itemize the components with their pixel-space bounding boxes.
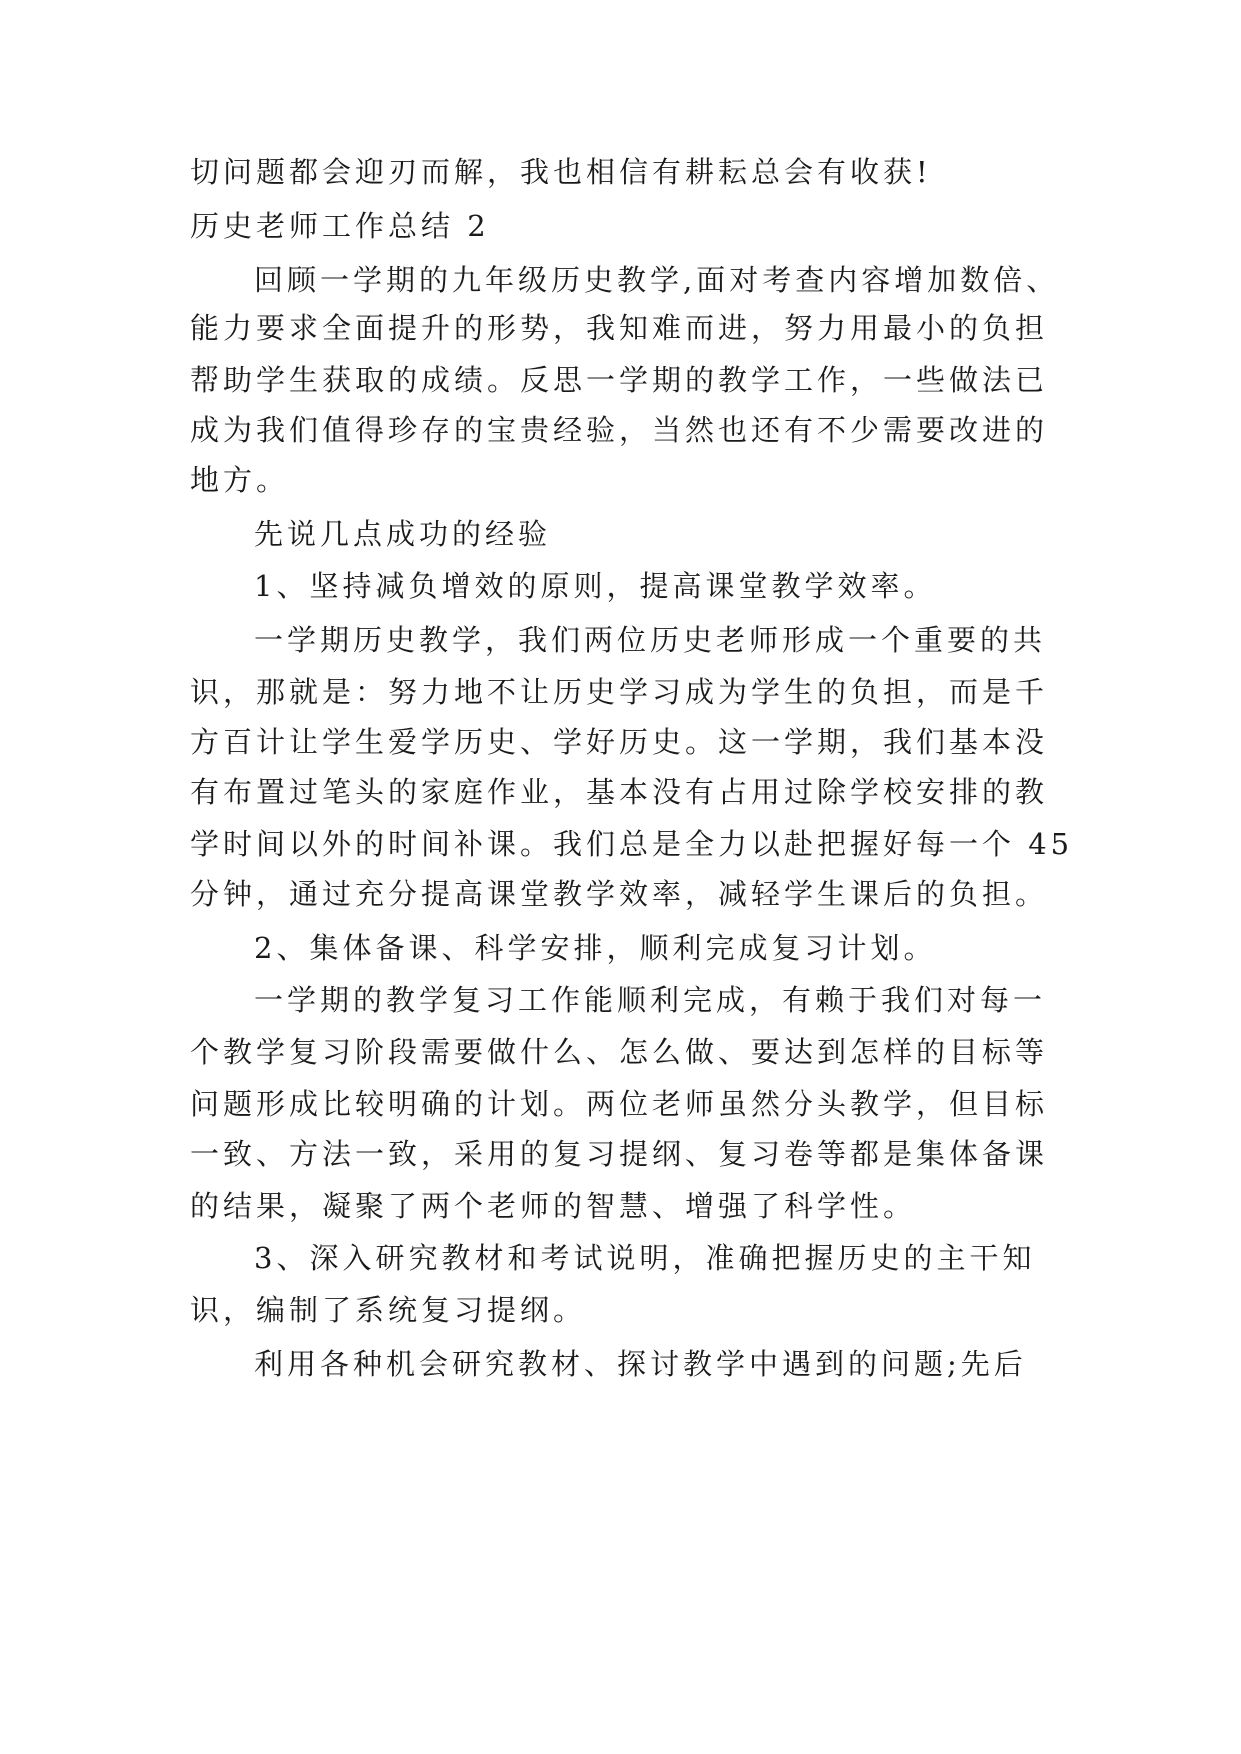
text-line-18: 个教学复习阶段需要做什么、怎么做、要达到怎样的目标等 [190, 1035, 1049, 1069]
text-line-13: 有布置过笔头的家庭作业，基本没有占用过除学校安排的教 [190, 775, 1049, 809]
text-line-23: 识，编制了系统复习提纲。 [190, 1293, 587, 1327]
text-line-5: 帮助学生获取的成绩。反思一学期的教学工作，一些做法已 [190, 363, 1049, 397]
text-line-19: 问题形成比较明确的计划。两位老师虽然分头教学，但目标 [190, 1087, 1049, 1121]
text-line-20: 一致、方法一致，采用的复习提纲、复习卷等都是集体备课 [190, 1137, 1049, 1171]
text-line-8: 先说几点成功的经验 [254, 517, 552, 551]
text-line-14: 学时间以外的时间补课。我们总是全力以赴把握好每一个 45 [190, 827, 1074, 861]
text-line-7: 地方。 [190, 463, 290, 497]
text-line-3: 回顾一学期的九年级历史教学,面对考查内容增加数倍、 [254, 263, 1060, 297]
text-line-11: 识，那就是：努力地不让历史学习成为学生的负担，而是千 [190, 675, 1049, 709]
text-line-21: 的结果，凝聚了两个老师的智慧、增强了科学性。 [190, 1189, 917, 1223]
text-line-17: 一学期的教学复习工作能顺利完成，有赖于我们对每一 [254, 983, 1047, 1017]
section-title: 历史老师工作总结 2 [190, 209, 490, 243]
text-line-9: 1、坚持减负增效的原则，提高课堂教学效率。 [254, 569, 937, 603]
text-line-15: 分钟，通过充分提高课堂教学效率，减轻学生课后的负担。 [190, 877, 1049, 911]
text-line-4: 能力要求全面提升的形势，我知难而进，努力用最小的负担 [190, 311, 1049, 345]
text-line-22: 3、深入研究教材和考试说明，准确把握历史的主干知 [254, 1241, 1036, 1275]
text-line-6: 成为我们值得珍存的宝贵经验，当然也还有不少需要改进的 [190, 413, 1049, 447]
text-line-24: 利用各种机会研究教材、探讨教学中遇到的问题;先后 [254, 1347, 1027, 1381]
text-line-12: 方百计让学生爱学历史、学好历史。这一学期，我们基本没 [190, 725, 1049, 759]
text-line-16: 2、集体备课、科学安排，顺利完成复习计划。 [254, 931, 937, 965]
text-line-1: 切问题都会迎刃而解，我也相信有耕耘总会有收获! [190, 155, 932, 189]
text-line-10: 一学期历史教学，我们两位历史老师形成一个重要的共 [254, 623, 1047, 657]
